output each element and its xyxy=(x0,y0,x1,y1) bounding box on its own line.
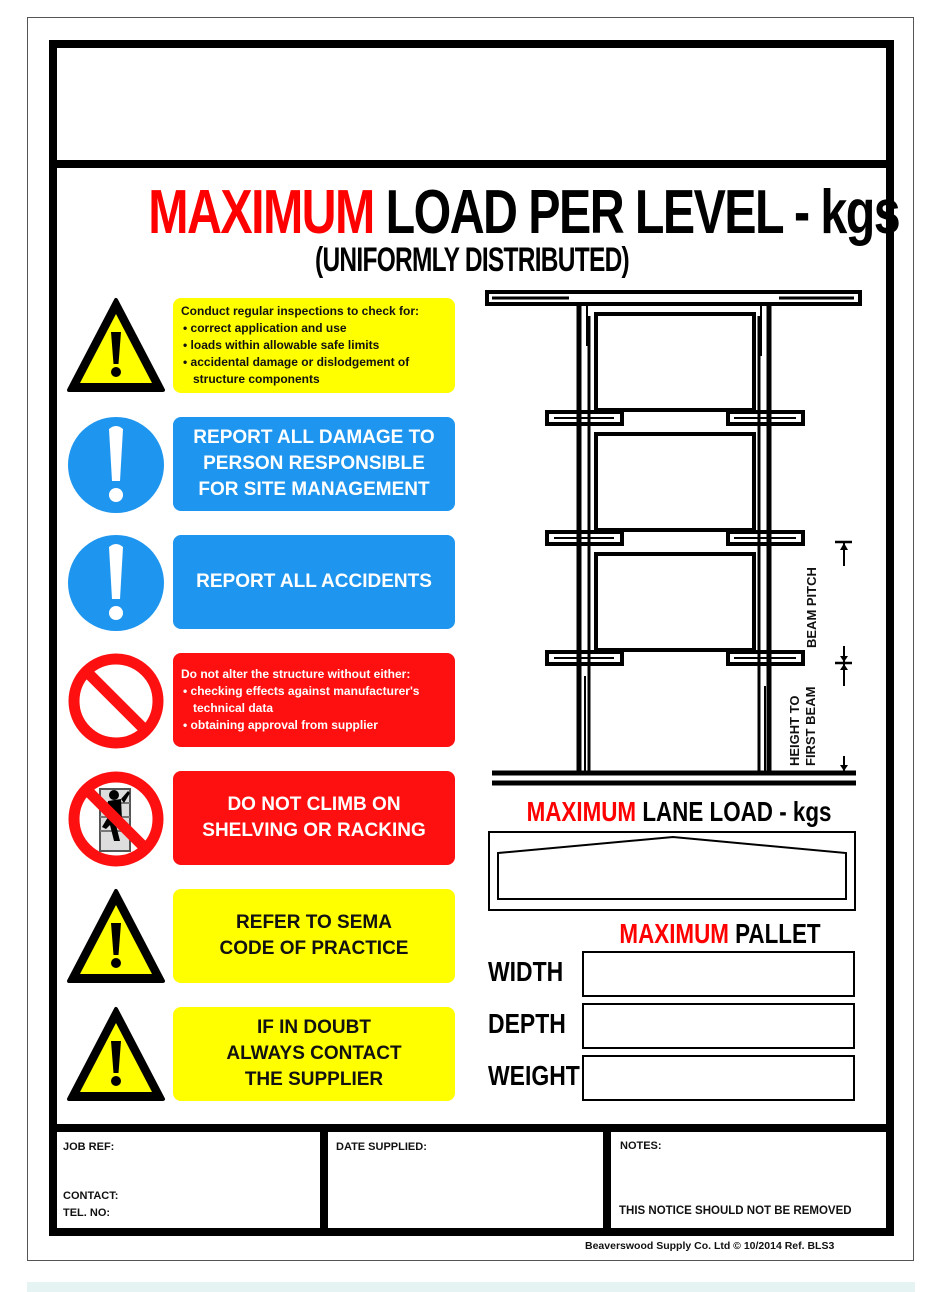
notice-line: REPORT ALL DAMAGE TO xyxy=(193,427,435,448)
notice-sema xyxy=(173,889,455,983)
header-blank-box[interactable] xyxy=(57,48,886,160)
notice-if-in-doubt xyxy=(173,1007,455,1101)
notice-line: IF IN DOUBT xyxy=(256,1017,371,1038)
lane-load-title-red: MAXIMUM xyxy=(526,796,637,827)
warning-triangle-icon xyxy=(66,296,166,396)
notice-do-not-climb xyxy=(173,771,455,865)
pallet-title-rest: PALLET xyxy=(728,918,821,949)
mandatory-exclamation-icon xyxy=(66,533,166,633)
mandatory-exclamation-icon xyxy=(66,415,166,515)
job-ref-field[interactable] xyxy=(58,1155,316,1185)
level-load-field-bottom[interactable] xyxy=(600,558,748,644)
notice-line: REFER TO SEMA xyxy=(236,912,392,933)
notice-line: ALWAYS CONTACT xyxy=(226,1043,402,1064)
do-not-remove-notice: THIS NOTICE SHOULD NOT BE REMOVED xyxy=(619,1205,852,1217)
notes-label: NOTES: xyxy=(620,1140,662,1152)
first-beam-label: FIRST BEAM xyxy=(803,686,818,766)
weight-field[interactable] xyxy=(582,1055,855,1101)
footer-col-divider-1 xyxy=(320,1124,328,1236)
lane-load-title-rest: LANE LOAD - kgs xyxy=(636,796,832,827)
notes-field[interactable] xyxy=(615,1156,883,1198)
notice-report-accidents xyxy=(173,535,455,629)
notice-line: PERSON RESPONSIBLE xyxy=(203,453,425,474)
lane-load-title xyxy=(526,796,832,828)
notice-line: REPORT ALL ACCIDENTS xyxy=(196,571,432,592)
bottom-strip xyxy=(27,1282,915,1292)
depth-field[interactable] xyxy=(582,1003,855,1049)
no-climbing-icon xyxy=(66,769,166,869)
notice-bullet: • correct application and use xyxy=(183,321,347,335)
notice-line: CODE OF PRACTICE xyxy=(219,938,409,959)
date-supplied-label: DATE SUPPLIED: xyxy=(336,1141,427,1153)
pallet-title xyxy=(616,918,824,950)
title-rest: LOAD PER LEVEL - kgs xyxy=(373,178,900,247)
prohibition-icon xyxy=(66,651,166,751)
height-to-label: HEIGHT TO xyxy=(787,695,802,766)
lane-load-input[interactable] xyxy=(500,855,844,897)
notice-line: THE SUPPLIER xyxy=(244,1069,384,1090)
width-label: WIDTH xyxy=(488,956,564,987)
contact-label: CONTACT: xyxy=(63,1190,119,1202)
page-title xyxy=(148,178,900,248)
pallet-title-red: MAXIMUM xyxy=(619,918,729,949)
footer-divider xyxy=(49,1124,894,1132)
notice-heading: Do not alter the structure without either: xyxy=(181,667,411,681)
depth-label: DEPTH xyxy=(488,1008,566,1039)
notice-heading: Conduct regular inspections to check for: xyxy=(181,304,420,318)
notice-bullet: • obtaining approval from supplier xyxy=(183,718,378,732)
notice-inspections xyxy=(173,298,455,393)
notice-do-not-alter xyxy=(173,653,455,747)
job-ref-label: JOB REF: xyxy=(63,1141,115,1153)
header-divider xyxy=(49,160,894,168)
level-load-field-top[interactable] xyxy=(600,318,748,404)
notice-bullet: • checking effects against manufacturer's technical data xyxy=(183,684,420,715)
notice-bullet: • loads within allowable safe limits xyxy=(183,338,380,352)
tel-no-label: TEL. NO: xyxy=(63,1207,111,1219)
weight-label: WEIGHT xyxy=(488,1060,580,1091)
notice-bullet: • accidental damage or dislodgement of structure components xyxy=(183,355,410,386)
copyright-text: Beaverswood Supply Co. Ltd © 10/2014 Ref. BLS3 xyxy=(585,1240,835,1252)
width-field[interactable] xyxy=(582,951,855,997)
beam-pitch-label: BEAM PITCH xyxy=(804,567,819,648)
footer-col-divider-2 xyxy=(603,1124,611,1236)
notice-line: SHELVING OR RACKING xyxy=(202,820,426,841)
notice-report-damage xyxy=(173,417,455,511)
notice-line: FOR SITE MANAGEMENT xyxy=(198,479,430,500)
warning-triangle-icon xyxy=(66,1005,166,1105)
title-maximum: MAXIMUM xyxy=(148,178,374,247)
page-subtitle: (UNIFORMLY DISTRIBUTED) xyxy=(315,241,629,279)
date-supplied-field[interactable] xyxy=(332,1157,598,1225)
notice-line: DO NOT CLIMB ON xyxy=(227,794,401,815)
warning-triangle-icon xyxy=(66,887,166,987)
level-load-field-middle[interactable] xyxy=(600,438,748,524)
